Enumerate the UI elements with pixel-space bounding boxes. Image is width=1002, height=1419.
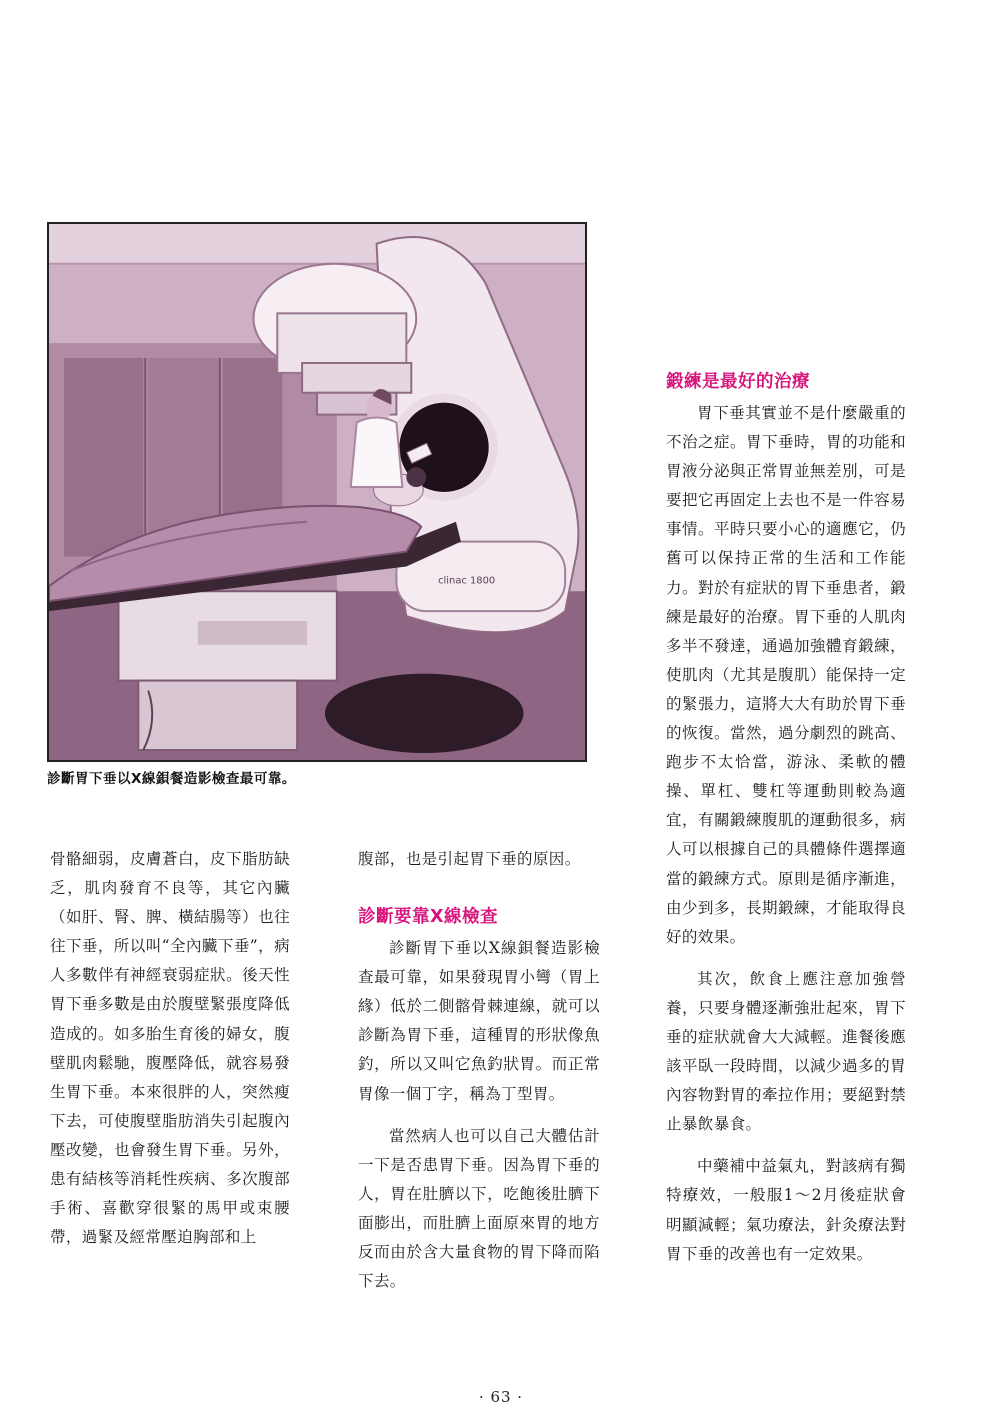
paragraph: 胃下垂其實並不是什麼嚴重的不治之症。胃下垂時，胃的功能和胃液分泌與正常胃並無差別，可是要把它再固定上去也不是一件容易事情。平時只要小心的適應它，仍舊可以保持正常的生活和工作能力。對於有症狀的胃下垂患者，鍛練是最好的治療。胃下垂的人肌肉多半不發達，通過加強體育鍛練，使肌肉（尤其是腹肌）能保持一定的緊張力，這將大大有助於胃下垂的恢復。當然，過分劇烈的跳高、跑步不太恰當，游泳、柔軟的體操、單杠、雙杠等運動則較為適宜，有關鍛練腹肌的運動很多，病人可以根據自己的具體條件選擇適當的鍛練方式。原則是循序漸進，由少到多，長期鍛練，才能取得良好的效果。 <box>666 404 906 946</box>
column-middle-body <box>358 934 600 1296</box>
column-left-body <box>50 845 290 1252</box>
paragraph: 腹部，也是引起胃下垂的原因。 <box>358 850 581 868</box>
paragraph: 骨骼細弱，皮膚蒼白，皮下脂肪缺乏，肌肉發育不良等，其它內臟（如肝、腎、脾、橫結腸等）也往往下垂，所以叫“全內臟下垂”，病人多數伴有神經衰弱症狀。後天性胃下垂多數是由於腹壁緊張度降低造成的。如多胎生育後的婦女，腹壁肌肉鬆馳，腹壓降低，就容易發生胃下垂。本來很胖的人，突然瘦下去，可使腹壁脂肪消失引起腹內壓改變，也會發生胃下垂。另外，患有結核等消耗性疾病、多次腹部手術、喜歡穿很緊的馬甲或束腰帶，過緊及經常壓迫胸部和上 <box>50 850 290 1247</box>
page-number: · 63 · <box>478 1388 524 1406</box>
paragraph: 中藥補中益氣丸，對該病有獨特療效，一般服1～2月後症狀會明顯減輕；氣功療法，針灸療法對胃下垂的改善也有一定效果。 <box>666 1157 906 1263</box>
column-middle <box>358 845 600 1296</box>
radiotherapy-machine-photo <box>47 222 587 762</box>
section-heading-exercise: 鍛練是最好的治療 <box>666 372 810 392</box>
machine-label: clinac 1800 <box>438 575 496 587</box>
photo-caption: 診斷胃下垂以X線鋇餐造影檢查最可靠。 <box>47 771 296 787</box>
paragraph: 診斷胃下垂以X線鋇餐造影檢查最可靠，如果發現胃小彎（胃上緣）低於二側髂骨棘連線，就可以診斷為胃下垂，這種胃的形狀像魚釣，所以又叫它魚釣狀胃。而正常胃像一個丁字，稱為丁型胃。 <box>358 939 600 1103</box>
column-right <box>666 368 906 1269</box>
column-left <box>50 845 290 1252</box>
column-right-body <box>666 399 906 1269</box>
paragraph: 其次，飲食上應注意加強營養，只要身體逐漸強壯起來，胃下垂的症狀就會大大減輕。進餐後應該平臥一段時間，以減少過多的胃內容物對胃的牽拉作用；要絕對禁止暴飲暴食。 <box>666 969 906 1134</box>
paragraph: 當然病人也可以自己大體估計一下是否患胃下垂。因為胃下垂的人，胃在肚臍以下，吃飽後肚臍下面膨出，而肚臍上面原來胃的地方反而由於含大量食物的胃下降而陷下去。 <box>358 1126 600 1291</box>
section-heading-diagnosis: 診斷要靠X線檢查 <box>358 907 498 928</box>
